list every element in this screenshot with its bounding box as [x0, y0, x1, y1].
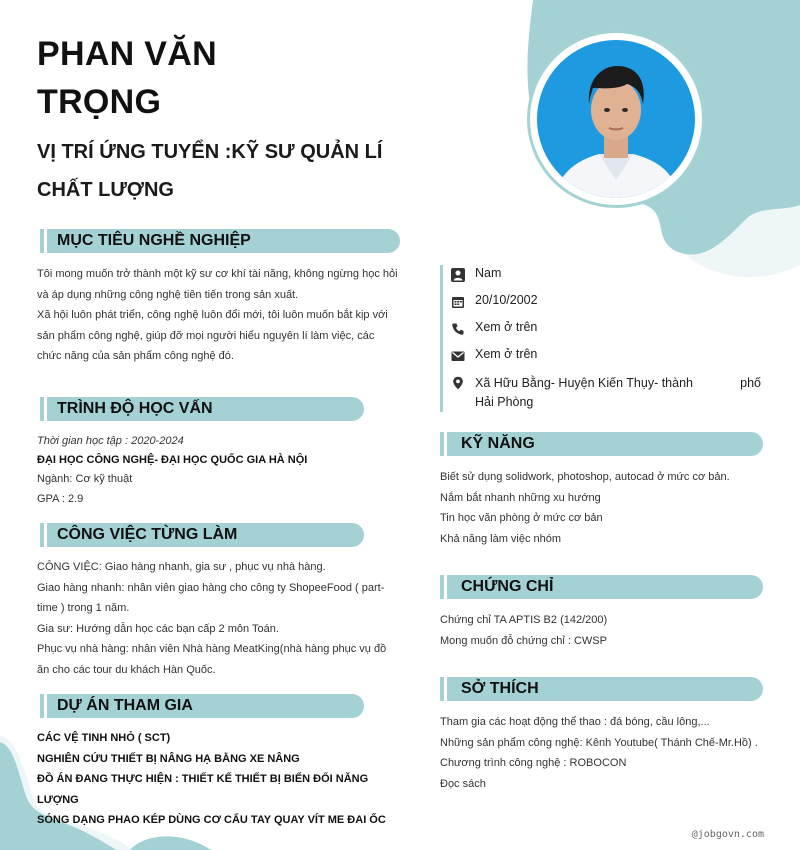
section-header-education	[40, 397, 364, 421]
contact-phone	[451, 320, 537, 336]
position-line-2: CHẤT LƯỢNG	[37, 179, 174, 201]
project-line: SÓNG DẠNG PHAO KÉP DÙNG CƠ CẤU TAY QUAY VÍT ME ĐAI ỐC	[37, 814, 386, 826]
name-line-2: TRỌNG	[37, 83, 162, 121]
hobby-line: Những sản phẩm công nghệ: Kênh Youtube( Thánh Chế-Mr.Hồ) .	[440, 736, 758, 749]
section-title: DỰ ÁN THAM GIA	[57, 697, 193, 714]
bottom-small-blob	[130, 836, 212, 850]
position-line-1: VỊ TRÍ ỨNG TUYỂN :KỸ SƯ QUẢN LÍ	[37, 141, 383, 163]
objective-line: sản phẩm công nghệ, giúp đỡ mọi người hiểu nguyên lí làm việc, các	[37, 329, 375, 342]
objective-line: Xã hội luôn phát triển, công nghệ luôn đổi mới, tôi luôn muốn bắt kịp với	[37, 309, 388, 321]
section-title: TRÌNH ĐỘ HỌC VẤN	[57, 400, 213, 417]
projects-text	[37, 728, 407, 831]
location-pin-icon	[451, 376, 465, 390]
certificate-line: Mong muốn đỗ chứng chỉ : CWSP	[440, 634, 607, 647]
hobby-line: Tham gia các hoạt động thể thao : đá bóng, cầu lông,...	[440, 716, 710, 728]
experience-line: Gia sư: Hướng dẫn học các bạn cấp 2 môn Toán.	[37, 622, 279, 635]
project-line: CÁC VỆ TINH NHỎ ( SCT)	[37, 732, 171, 744]
skill-line: Biết sử dụng solidwork, photoshop, autocad ở mức cơ bản.	[440, 471, 730, 483]
project-line: ĐỒ ÁN ĐANG THỰC HIỆN : THIẾT KẾ THIẾT BỊ BIẾN ĐỔI NĂNG LƯỢNG	[37, 773, 369, 806]
contact-gender	[451, 266, 501, 282]
skills-text	[440, 467, 770, 549]
contact-birthday	[451, 293, 538, 309]
birthday-value: 20/10/2002	[475, 293, 538, 307]
skill-line: Tin học văn phòng ở mức cơ bản	[440, 512, 603, 524]
section-header-hobbies	[440, 677, 763, 701]
objective-line: và áp dụng những công nghệ tiên tiến trong sản xuất.	[37, 288, 299, 301]
hobby-line: Chương trình công nghệ : ROBOCON	[440, 757, 627, 769]
education-school: ĐẠI HỌC CÔNG NGHỆ- ĐẠI HỌC QUỐC GIA HÀ NỘI	[37, 453, 308, 466]
position-title	[37, 133, 417, 209]
contact-info	[440, 265, 765, 412]
section-title: MỤC TIÊU NGHỀ NGHIỆP	[57, 232, 251, 249]
objective-line: chức năng của sản phẩm công nghệ đó.	[37, 350, 234, 362]
person-icon	[451, 268, 465, 282]
certificate-line: Chứng chỉ TA APTIS B2 (142/200)	[440, 614, 608, 626]
candidate-name	[37, 30, 217, 126]
phone-icon	[451, 322, 465, 336]
section-header-certificates	[440, 575, 763, 599]
section-header-projects	[40, 694, 364, 718]
objective-text	[37, 264, 400, 367]
project-line: NGHIÊN CỨU THIẾT BỊ NÂNG HẠ BẰNG XE NÂNG	[37, 752, 300, 765]
address-line-1-end: phố	[740, 376, 761, 390]
section-title: CHỨNG CHỈ	[461, 578, 554, 595]
phone-value: Xem ở trên	[475, 320, 538, 334]
email-value: Xem ở trên	[475, 347, 538, 361]
gender-value: Nam	[475, 266, 502, 280]
avatar	[537, 40, 695, 198]
education-major: Ngành: Cơ kỹ thuật	[37, 472, 133, 485]
education-text	[37, 431, 400, 510]
certificates-text	[440, 610, 770, 651]
watermark: @jobgovn.com	[691, 829, 764, 840]
portrait-image	[537, 40, 695, 198]
education-period: Thời gian học tập : 2020-2024	[37, 435, 184, 447]
contact-address	[451, 374, 761, 412]
objective-line: Tôi mong muốn trở thành một kỹ sư cơ khí tài năng, không ngừng học hỏi	[37, 268, 398, 280]
hobby-line: Đọc sách	[440, 777, 486, 790]
experience-line: Giao hàng nhanh: nhân viên giao hàng cho công ty ShopeeFood ( part-	[37, 581, 385, 594]
experience-line: Phục vụ nhà hàng: nhân viên Nhà hàng MeatKing(nhà hàng phục vụ đồ	[37, 643, 387, 655]
education-gpa: GPA : 2.9	[37, 493, 84, 505]
skill-line: Khả năng làm việc nhóm	[440, 532, 562, 545]
hobbies-text	[440, 712, 770, 794]
section-header-experience	[40, 523, 364, 547]
mail-icon	[451, 349, 465, 363]
section-title: SỞ THÍCH	[461, 680, 539, 697]
section-header-objective	[40, 229, 400, 253]
skill-line: Nắm bắt nhanh những xu hướng	[440, 491, 601, 504]
section-title: CÔNG VIỆC TỪNG LÀM	[57, 526, 238, 543]
experience-line: CÔNG VIỆC: Giao hàng nhanh, gia sư , phục vụ nhà hàng.	[37, 561, 326, 573]
address-line-1: Xã Hữu Bằng- Huyện Kiến Thụy- thành	[475, 376, 693, 390]
experience-line: time ) trong 1 năm.	[37, 602, 130, 614]
name-line-1: PHAN VĂN	[37, 35, 217, 73]
experience-line: ăn cho các tour du khách Hàn Quốc.	[37, 663, 216, 676]
calendar-icon	[451, 295, 465, 309]
contact-email	[451, 347, 537, 363]
address-line-2: Hải Phòng	[475, 395, 534, 409]
section-title: KỸ NĂNG	[461, 435, 535, 452]
experience-text	[37, 557, 400, 680]
section-header-skills	[440, 432, 763, 456]
